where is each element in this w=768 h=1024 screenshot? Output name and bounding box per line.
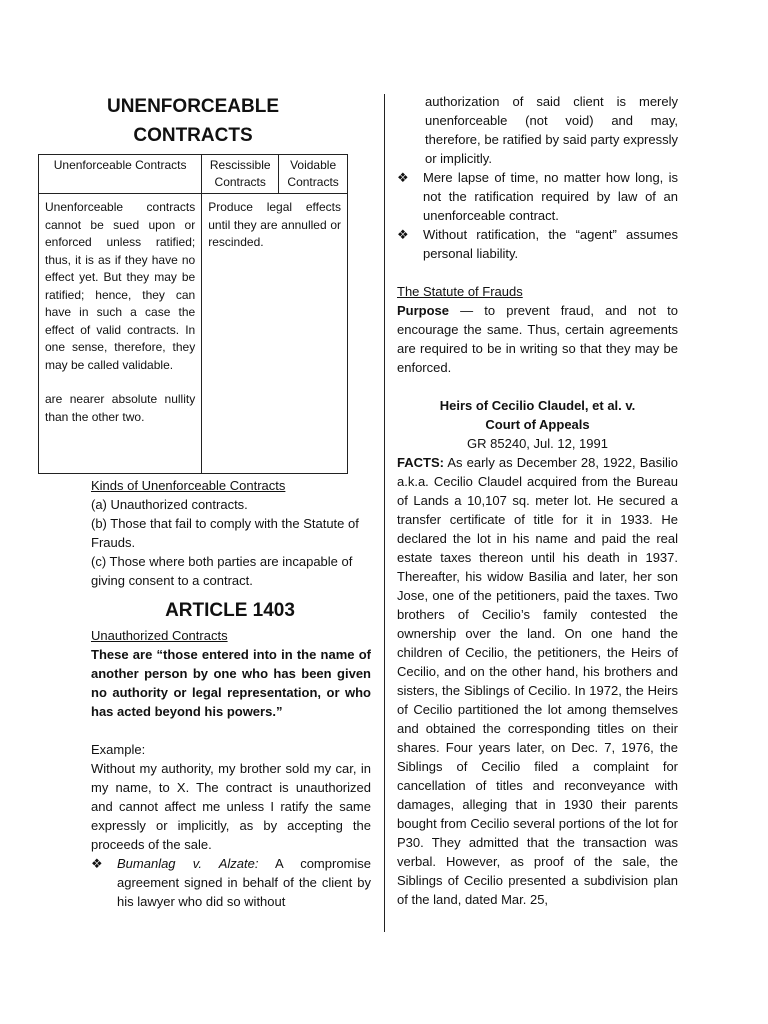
page-title bbox=[38, 92, 348, 150]
kinds-item-c: (c) Those where both parties are incapable of giving consent to a contract. bbox=[91, 554, 353, 588]
facts-label: FACTS: bbox=[397, 455, 444, 470]
list-item bbox=[91, 854, 371, 911]
unauthorized-heading: Unauthorized Contracts bbox=[91, 628, 228, 643]
example-label: Example: bbox=[91, 742, 146, 757]
table-header-row bbox=[39, 155, 348, 194]
title-line-2: CONTRACTS bbox=[133, 125, 253, 146]
list-item bbox=[397, 225, 678, 263]
header-unenforceable: Unenforceable Contracts bbox=[39, 155, 202, 194]
purpose-paragraph bbox=[397, 301, 678, 377]
diamond-bullet-icon: ❖ bbox=[91, 856, 103, 871]
example-text: Without my authority, my brother sold my car, in my name, to X. The contract is unauthorized and cannot affect me unless I ratify the same expressly or implicitly, as by accepting the proceeds of the sale. bbox=[91, 761, 371, 852]
case-title-line-1: Heirs of Cecilio Claudel, et al. v. bbox=[439, 398, 636, 413]
facts-paragraph bbox=[397, 453, 678, 909]
cell-rescissible-voidable bbox=[202, 194, 348, 474]
kinds-item-a: (a) Unauthorized contracts. bbox=[91, 497, 248, 512]
article-title: ARTICLE 1403 bbox=[165, 600, 295, 621]
case-name: Bumanlag v. Alzate: bbox=[117, 856, 259, 871]
kinds-heading: Kinds of Unenforceable Contracts bbox=[91, 478, 286, 493]
list-item bbox=[397, 168, 678, 225]
header-voidable: Voidable Contracts bbox=[279, 155, 348, 194]
kinds-item-b: (b) Those that fail to comply with the Statute of Frauds. bbox=[91, 516, 359, 550]
purpose-label: Purpose bbox=[397, 303, 450, 318]
statute-heading: The Statute of Frauds bbox=[397, 284, 523, 299]
purpose-text: — to prevent fraud, and not to encourage the same. Thus, certain agreements are required to be in writing so that they may be enforced. bbox=[397, 303, 678, 375]
case-title-line-2: Court of Appeals bbox=[485, 417, 590, 432]
title-line-1: UNENFORCEABLE bbox=[106, 96, 280, 117]
diamond-bullet-icon: ❖ bbox=[397, 227, 409, 242]
kinds-section bbox=[91, 476, 373, 590]
comparison-table bbox=[38, 154, 348, 474]
bullet-lapse-of-time: Mere lapse of time, no matter how long, is not the ratification required by law of an unenforceable contract. bbox=[423, 170, 678, 223]
unauthorized-definition: These are “those entered into in the name of another person by one who has been given no authority or legal representation, or who has acted beyond his powers.” bbox=[91, 647, 371, 719]
unenforceable-nullity-note: are nearer absolute nullity than the other two. bbox=[45, 392, 196, 424]
column-divider bbox=[384, 94, 385, 932]
case-text: A compromise agreement signed in behalf of the client by his lawyer who did so without bbox=[117, 856, 371, 909]
unauthorized-section bbox=[91, 626, 371, 911]
right-column bbox=[397, 92, 678, 909]
facts-text: As early as December 28, 1922, Basilio a.k.a. Cecilio Claudel acquired from the Bureau of Lands a 10,107 sq. meter lot. He secured a transfer certificate of title for it in 1933. He declared the lot in his name and paid the real estate taxes thereon until his death in 1937. Thereafter, his widow Basilia and later, her son Jose, one of the petitioners, paid the taxes. Two brothers of Cecilio’s family contested the ownership over the land. On one hand the children of Cecilio, the petitioners, the Heirs of Cecilio, and on the other hand, his brothers and sisters, the Siblings of Cecilio. In 1972, the Heirs of Cecilio partitioned the lot among themselves and obtained the corresponding titles on their shares. Four years later, on Dec. 7, 1976, the Siblings of Cecilio filed a complaint for cancellation of titles and reconveyance with damages, alleging that in 1930 their parents bought from Cecilio several portions of the lot for P30. They admitted that the transaction was verbal. However, as proof of the sale, the Siblings of Cecilio presented a subdivision plan of the land, dated Mar. 25, bbox=[397, 455, 678, 907]
case-citation: GR 85240, Jul. 12, 1991 bbox=[467, 436, 608, 451]
diamond-bullet-icon: ❖ bbox=[397, 170, 409, 185]
rescissible-voidable-description: Produce legal effects until they are annulled or rescinded. bbox=[208, 200, 341, 249]
header-rescissible: Rescissible Contracts bbox=[202, 155, 279, 194]
left-column bbox=[38, 92, 372, 911]
unenforceable-description: Unenforceable contracts cannot be sued upon or enforced unless ratified; thus, it is as if they have no effect yet. But they may be ratified; hence, they can have in such a case the effect of valid contracts. In one sense, therefore, they may be called validable. bbox=[45, 200, 196, 372]
bullet-agent-liability: Without ratification, the “agent” assumes personal liability. bbox=[423, 227, 678, 261]
table-body-row bbox=[39, 194, 348, 474]
continued-text: authorization of said client is merely unenforceable (not void) and may, therefore, be ratified by said party expressly or implicitly. bbox=[425, 94, 678, 166]
cell-unenforceable bbox=[39, 194, 202, 474]
